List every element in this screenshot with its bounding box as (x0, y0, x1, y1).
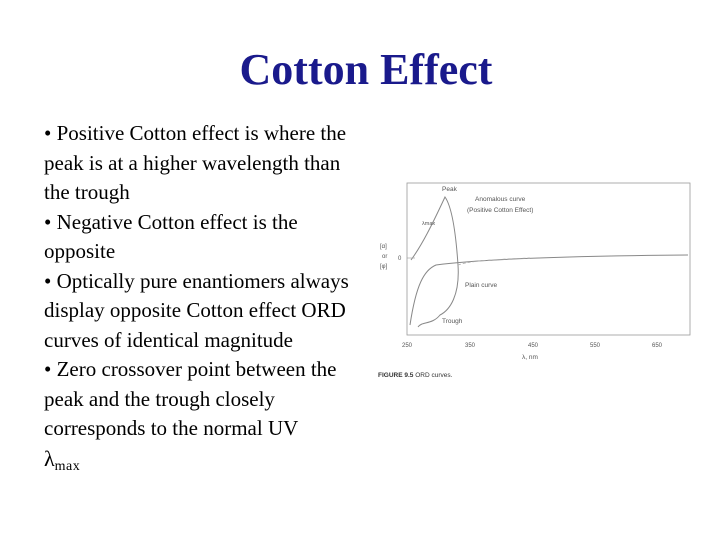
anomalous-curve (411, 197, 458, 327)
ord-curves-figure (370, 175, 700, 390)
bullet-enantiomers: • Optically pure enantiomers always display opposite Cotton effect ORD curves of identical magnitude (44, 268, 349, 352)
trough-label: Trough (442, 318, 463, 325)
figure-caption-text: ORD curves. (415, 372, 453, 379)
lambda-symbol: λ (44, 445, 55, 471)
positive-cotton-label: (Positive Cotton Effect) (467, 207, 534, 214)
x-axis-label: λ, nm (522, 354, 538, 361)
y-axis-label-alpha: [α] (380, 244, 387, 250)
x-tick-label: 650 (652, 343, 663, 349)
figure-caption (378, 372, 452, 379)
plain-curve (410, 255, 688, 325)
x-tick-label: 250 (402, 343, 413, 349)
y-axis-label-phi: [φ] (380, 264, 388, 270)
x-tick-label: 450 (528, 343, 539, 349)
peak-label: Peak (442, 186, 457, 193)
y-axis-label-or: or (382, 254, 388, 260)
anomalous-curve-label: Anomalous curve (475, 196, 526, 203)
zero-label: 0 (398, 256, 402, 262)
bullet-positive-cotton: • Positive Cotton effect is where the peak is at a higher wavelength than the trough (44, 121, 347, 204)
lambda-max-text (44, 444, 364, 482)
x-tick-label: 350 (465, 343, 476, 349)
page-title: Cotton Effect (239, 45, 493, 94)
x-tick-label: 550 (590, 343, 601, 349)
bullet-zero-crossover: • Zero crossover point between the peak and the trough closely corresponds to the normal UV (44, 357, 337, 440)
lambda-max-label: λmax (422, 221, 436, 227)
plain-curve-label: Plain curve (465, 282, 498, 289)
figure-caption-label: FIGURE 9.5 (378, 372, 414, 379)
bullet-list (44, 119, 364, 481)
bullet-negative-cotton: • Negative Cotton effect is the opposite (44, 209, 298, 263)
lambda-subscript: max (54, 458, 81, 474)
